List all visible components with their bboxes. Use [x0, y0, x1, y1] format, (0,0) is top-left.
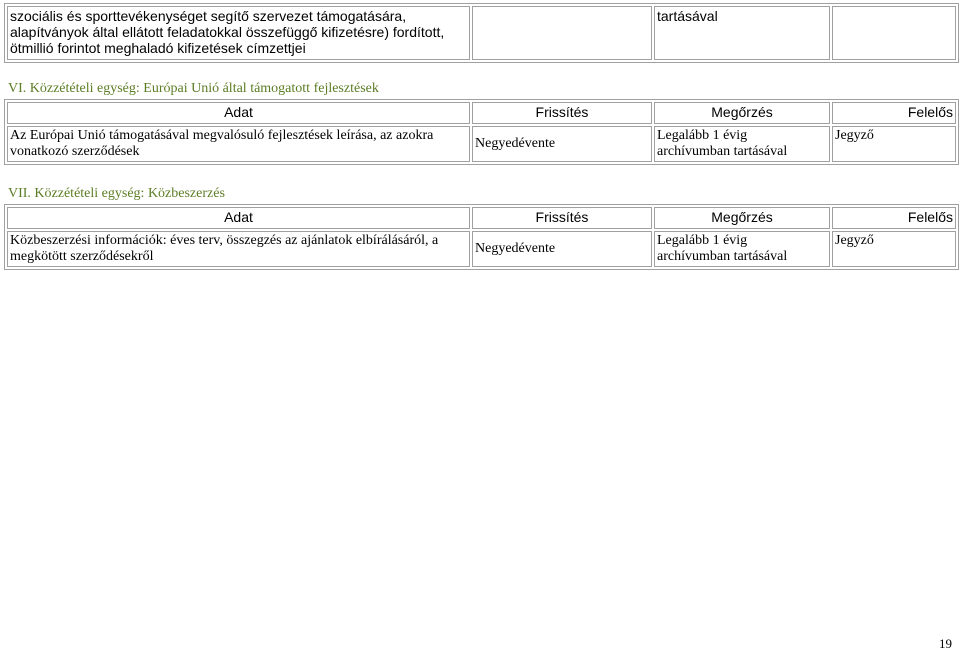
continuation-data-cell: szociális és sporttevékenységet segítő szervezet támogatására, alapítványok által ellátott feladatokkal összefüggő kifizetésre) fordított, ötmillió forintot meghaladó kifizetések címzettjei — [7, 6, 470, 60]
row-megorzes-line1: Legalább 1 évig — [657, 128, 748, 143]
row-megorzes — [654, 126, 830, 162]
row-adat: Közbeszerzési információk: éves terv, összegzés az ajánlatok elbírálásáról, a megkötött szerződésekről — [7, 231, 470, 267]
continuation-frissites-cell — [472, 6, 652, 60]
section-vi-table — [4, 99, 959, 165]
header-frissites: Frissítés — [472, 207, 652, 229]
section-vii-table — [4, 204, 959, 270]
row-megorzes-line2: archívumban tartásával — [657, 249, 788, 264]
row-felelos: Jegyző — [832, 126, 956, 162]
header-felelos: Felelős — [832, 102, 956, 124]
row-megorzes — [654, 231, 830, 267]
section-vi-title: VI. Közzétételi egység: Európai Unió által támogatott fejlesztések — [8, 81, 379, 96]
row-felelos: Jegyző — [832, 231, 956, 267]
header-felelos: Felelős — [832, 207, 956, 229]
section-vii-header-row — [7, 207, 956, 229]
page-number: 19 — [939, 636, 952, 651]
header-adat: Adat — [7, 102, 470, 124]
continuation-felelos-cell — [832, 6, 956, 60]
header-megorzes: Megőrzés — [654, 207, 830, 229]
row-adat: Az Európai Unió támogatásával megvalósuló fejlesztések leírása, az azokra vonatkozó szerződések — [7, 126, 470, 162]
row-frissites: Negyedévente — [472, 231, 652, 267]
row-frissites: Negyedévente — [472, 126, 652, 162]
section-vi-row — [7, 126, 956, 162]
section-vii-title: VII. Közzétételi egység: Közbeszerzés — [8, 186, 225, 201]
row-megorzes-line1: Legalább 1 évig — [657, 233, 748, 248]
continuation-table — [4, 3, 959, 63]
header-adat: Adat — [7, 207, 470, 229]
continuation-megorzes-cell: tartásával — [654, 6, 830, 60]
header-frissites: Frissítés — [472, 102, 652, 124]
section-vii-row — [7, 231, 956, 267]
header-megorzes: Megőrzés — [654, 102, 830, 124]
section-vi-header-row — [7, 102, 956, 124]
row-megorzes-line2: archívumban tartásával — [657, 144, 788, 159]
